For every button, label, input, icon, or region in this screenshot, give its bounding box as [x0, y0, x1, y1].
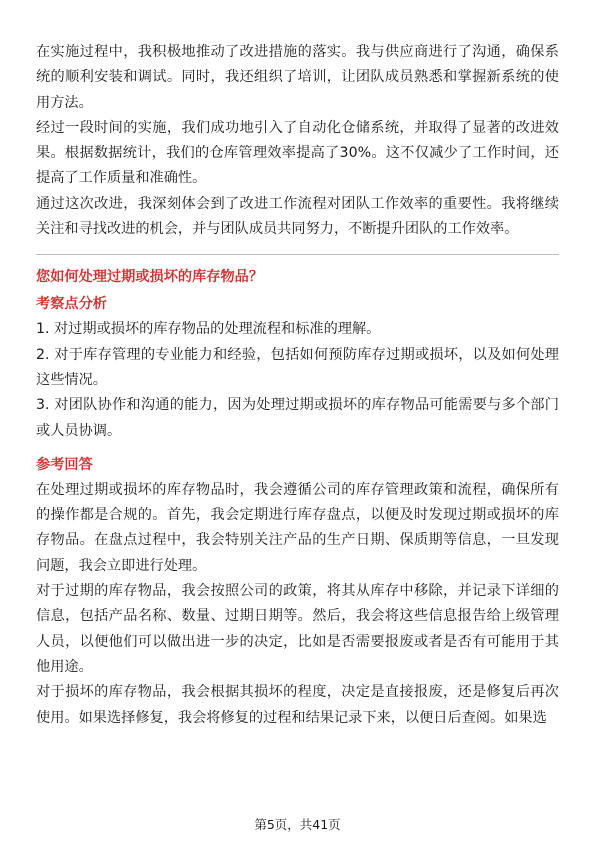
- question-title: 您如何处理过期或损坏的库存物品？: [36, 269, 264, 286]
- analysis-item-2: 2. 对于库存管理的专业能力和经验，包括如何预防库存过期或损坏，以及如何处理这些情况。: [36, 346, 559, 388]
- analysis-item-1: 1. 对过期或损坏的库存物品的处理流程和标准的理解。: [36, 321, 381, 338]
- intro-paragraph-1: 在实施过程中，我积极地推动了改进措施的落实。我与供应商进行了沟通，确保系统的顺利安装和调试。同时，我还组织了培训，让团队成员熟悉和掌握新系统的使用方法。: [36, 44, 559, 111]
- intro-paragraph-2: 经过一段时间的实施，我们成功地引入了自动化仓储系统，并取得了显著的改进效果。根据数据统计，我们的仓库管理效率提高了30%。这不仅减少了工作时间，还提高了工作质量和准确性。: [36, 119, 559, 187]
- document-page: [36, 40, 559, 731]
- answer-paragraph-1: 在处理过期或损坏的库存物品时，我会遵循公司的库存管理政策和流程，确保所有的操作都是合规的。首先，我会定期进行库存盘点，以便及时发现过期或损坏的库存物品。在盘点过程中，我会特别关注产品的生产日期、保质期等信息，一旦发现问题，我会立即进行处理。: [36, 481, 559, 574]
- answer-heading: 参考回答: [36, 456, 93, 473]
- section-divider: [36, 254, 559, 255]
- analysis-item-3: 3. 对团队协作和沟通的能力，因为处理过期或损坏的库存物品可能需要与多个部门或人员协调。: [36, 397, 559, 439]
- intro-paragraph-3: 通过这次改进，我深刻体会到了改进工作流程对团队工作效率的重要性。我将继续关注和寻找改进的机会，并与团队成员共同努力，不断提升团队的工作效率。: [36, 195, 559, 238]
- page-number: 第5页，共41页: [254, 817, 341, 832]
- answer-paragraph-2: 对于过期的库存物品，我会按照公司的政策，将其从库存中移除，并记录下详细的信息，包括产品名称、数量、过期日期等。然后，我会将这些信息报告给上级管理人员，以便他们可以做出进一步的决定，比如是否需要报废或者是否有可能用于其他用途。: [36, 583, 559, 675]
- analysis-heading: 考察点分析: [36, 296, 107, 313]
- answer-paragraph-3: 对于损坏的库存物品，我会根据其损坏的程度，决定是直接报废，还是修复后再次使用。如果选择修复，我会将修复的过程和结果记录下来，以便日后查阅。如果选: [36, 684, 559, 726]
